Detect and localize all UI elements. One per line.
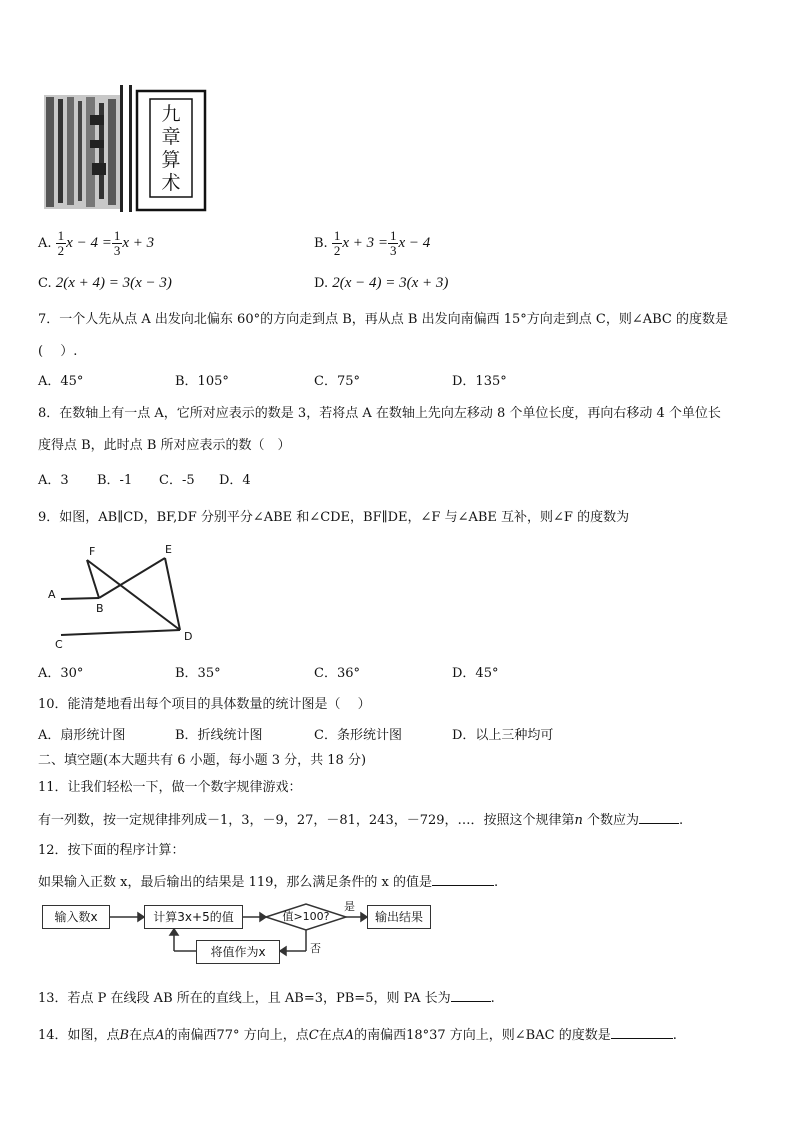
label-d: D bbox=[184, 630, 193, 643]
flow-no-label: 否 bbox=[310, 942, 321, 955]
q8-option-b[interactable]: B．-1 bbox=[97, 473, 133, 488]
q10-option-b[interactable]: B．折线统计图 bbox=[175, 728, 263, 743]
section-title: 二、填空题(本大题共有 6 小题，每小题 3 分，共 18 分) bbox=[38, 753, 367, 768]
q8-option-c[interactable]: C．-5 bbox=[159, 473, 195, 488]
book-title-label: 九章算术 bbox=[161, 103, 181, 194]
segment-cd bbox=[61, 630, 180, 635]
q8-option-a[interactable]: A．3 bbox=[38, 473, 69, 488]
q9-figure bbox=[44, 540, 204, 652]
q14-answer-blank[interactable] bbox=[611, 1024, 673, 1039]
q7-stem-line1: 7．一个人先从点 A 出发向北偏东 60°的方向走到点 B，再从点 B 出发向南偏西 15°方向走到点 C，则∠ABC 的度数是 bbox=[38, 312, 729, 327]
q10-stem: 10．能清楚地看出每个项目的具体数量的统计图是（ ） bbox=[38, 697, 371, 712]
label-f: F bbox=[89, 545, 96, 558]
q13-stem: 13．若点 P 在线段 AB 所在的直线上，且 AB=3，PB=5，则 PA 长为 . bbox=[38, 987, 495, 1009]
q7-option-b[interactable]: B．105° bbox=[175, 374, 229, 389]
q11-stem-line1: 11．让我们轻松一下，做一个数字规律游戏： bbox=[38, 780, 302, 795]
label-a: A bbox=[48, 588, 56, 601]
q12-answer-blank[interactable] bbox=[432, 871, 494, 886]
flow-loop-box: 将值作为x bbox=[196, 940, 280, 964]
q6-option-d[interactable]: D. 2(x − 4) = 3(x + 3) bbox=[314, 275, 449, 291]
q9-stem: 9．如图，AB∥CD，BF,DF 分别平分∠ABE 和∠CDE，BF∥DE，∠F 与∠ABE 互补，则∠F 的度数为 bbox=[38, 510, 630, 525]
q8-stem-line1: 8．在数轴上有一点 A，它所对应表示的数是 3，若将点 A 在数轴上先向左移动 8 个单位长度，再向右移动 4 个单位长 bbox=[38, 406, 721, 421]
flow-yes-label: 是 bbox=[344, 900, 355, 913]
q8-option-d[interactable]: D．4 bbox=[219, 473, 251, 488]
flow-input-box: 输入数x bbox=[42, 905, 110, 929]
q8-stem-line2: 度得点 B，此时点 B 所对应表示的数（ ） bbox=[38, 438, 291, 453]
q12-stem-line2: 如果输入正数 x，最后输出的结果是 119，那么满足条件的 x 的值是 . bbox=[38, 871, 498, 893]
flow-decision-label: 值>100? bbox=[282, 910, 330, 923]
q12-stem-line1: 12．按下面的程序计算： bbox=[38, 843, 185, 858]
q7-stem-line2: ( ）. bbox=[38, 344, 78, 359]
q9-option-d[interactable]: D．45° bbox=[452, 666, 499, 681]
q9-option-b[interactable]: B．35° bbox=[175, 666, 221, 681]
segment-be bbox=[99, 558, 165, 598]
q9-option-a[interactable]: A．30° bbox=[38, 666, 84, 681]
q14-stem: 14．如图，点B在点A的南偏西77° 方向上，点C在点A的南偏西18°37 方向上，则∠BAC 的度数是 . bbox=[38, 1024, 677, 1046]
segment-ab bbox=[61, 598, 99, 599]
q6-option-b[interactable]: B. $\frac{1}{2}$ x + 3 = $\frac{1}{3}$ x − 4 bbox=[314, 228, 431, 258]
q7-option-c[interactable]: C．75° bbox=[314, 374, 360, 389]
label-e: E bbox=[165, 543, 172, 556]
q10-option-d[interactable]: D．以上三种均可 bbox=[452, 728, 554, 743]
q7-option-d[interactable]: D．135° bbox=[452, 374, 507, 389]
segment-fd bbox=[87, 560, 180, 630]
q6-option-a[interactable]: A. $\frac{1}{2}$ x − 4 = $\frac{1}{3}$ x + 3 bbox=[38, 228, 155, 258]
q11-stem-line2: 有一列数，按一定规律排列成－1，3，－9，27，－81，243，－729，…．按照这个规律第n 个数应为 . bbox=[38, 809, 683, 831]
label-c: C bbox=[55, 638, 63, 651]
q13-answer-blank[interactable] bbox=[451, 987, 491, 1002]
flow-output-box: 输出结果 bbox=[367, 905, 431, 929]
book-image bbox=[42, 85, 207, 212]
q9-option-c[interactable]: C．36° bbox=[314, 666, 360, 681]
q10-option-c[interactable]: C．条形统计图 bbox=[314, 728, 402, 743]
label-b: B bbox=[96, 602, 104, 615]
q6-option-c[interactable]: C. 2(x + 4) = 3(x − 3) bbox=[38, 275, 172, 291]
flow-compute-box: 计算3x+5的值 bbox=[144, 905, 243, 929]
q7-option-a[interactable]: A．45° bbox=[38, 374, 84, 389]
q12-flowchart bbox=[38, 900, 438, 972]
q11-answer-blank[interactable] bbox=[639, 809, 679, 824]
q10-option-a[interactable]: A．扇形统计图 bbox=[38, 728, 126, 743]
